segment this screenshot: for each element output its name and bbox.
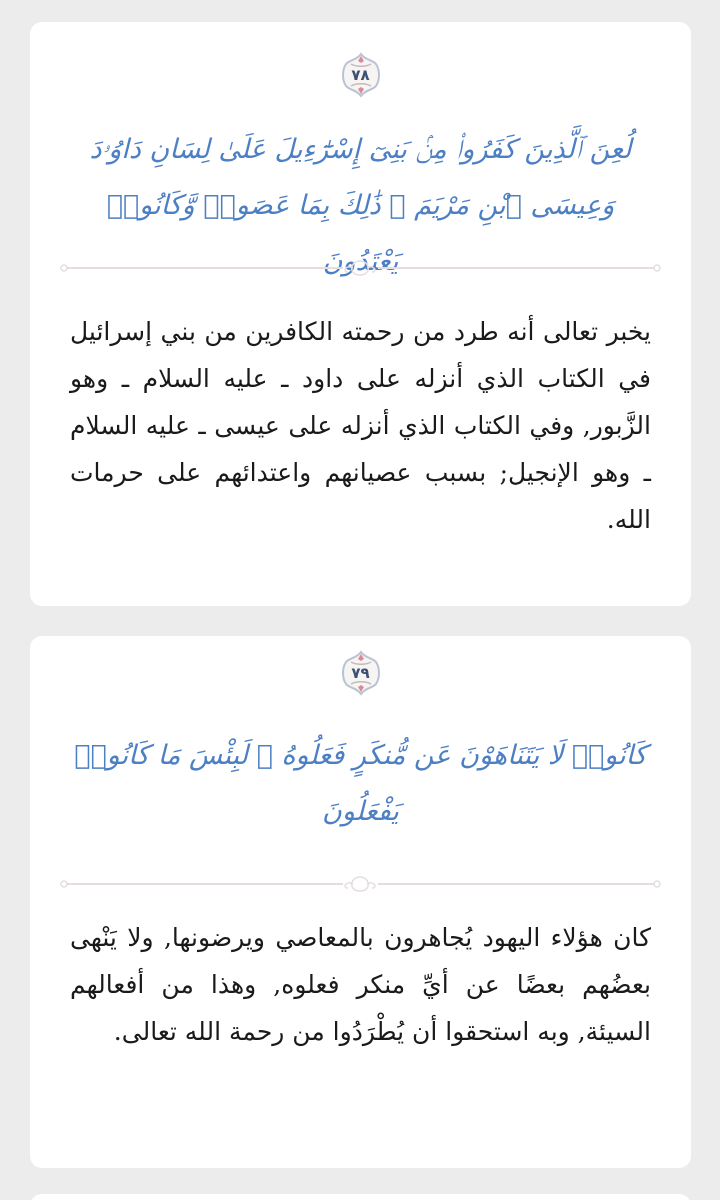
tafsir-text: يخبر تعالى أنه طرد من رحمته الكافرين من بني إسرائيل في الكتاب الذي أنزله على داود ـ عليه السلام ـ وهو الزَّبور, وفي الكتاب الذي أنزله على عيسى ـ عليه السلام ـ وهو الإنجيل; بسبب عصيانهم واعتدائهم على حرمات الله. xyxy=(70,317,651,534)
verse-number: ٧٨ xyxy=(351,66,370,84)
verse-line: لُعِنَ ٱلَّذِينَ كَفَرُوا۟ مِنۢ بَنِىٓ إِسْرَٰٓءِيلَ عَلَىٰ لِسَانِ دَاوُۥدَ xyxy=(89,134,632,165)
verse-number-badge xyxy=(340,650,382,696)
verse-text xyxy=(70,728,651,840)
verse-card[interactable] xyxy=(30,22,691,606)
tafsir-text: كان هؤلاء اليهود يُجاهرون بالمعاصي ويرضونها, ولا يَنْهى بعضُهم بعضًا عن أيِّ منكر فعلوه, وهذا من أفعالهم السيئة, وبه استحقوا أن يُطْرَدُوا من رحمة الله تعالى. xyxy=(70,923,651,1046)
verse-line: كَانُوا۟ لَا يَتَنَاهَوْنَ عَن مُّنكَرٍ فَعَلُوهُ ۚ لَبِئْسَ مَا كَانُوا۟ xyxy=(74,740,647,771)
verse-card-partial[interactable] xyxy=(30,1194,691,1200)
ornamental-divider xyxy=(58,258,663,278)
verse-number-badge xyxy=(340,52,382,98)
ornamental-divider xyxy=(58,874,663,894)
verse-card[interactable] xyxy=(30,636,691,1168)
verse-number: ٧٩ xyxy=(351,664,370,682)
verse-line: يَفْعَلُونَ xyxy=(322,796,399,827)
verse-line: وَعِيسَى ٱبْنِ مَرْيَمَ ۚ ذَٰلِكَ بِمَا عَصَوا۟ وَّكَانُوا۟ يَعْتَدُونَ xyxy=(106,190,615,277)
